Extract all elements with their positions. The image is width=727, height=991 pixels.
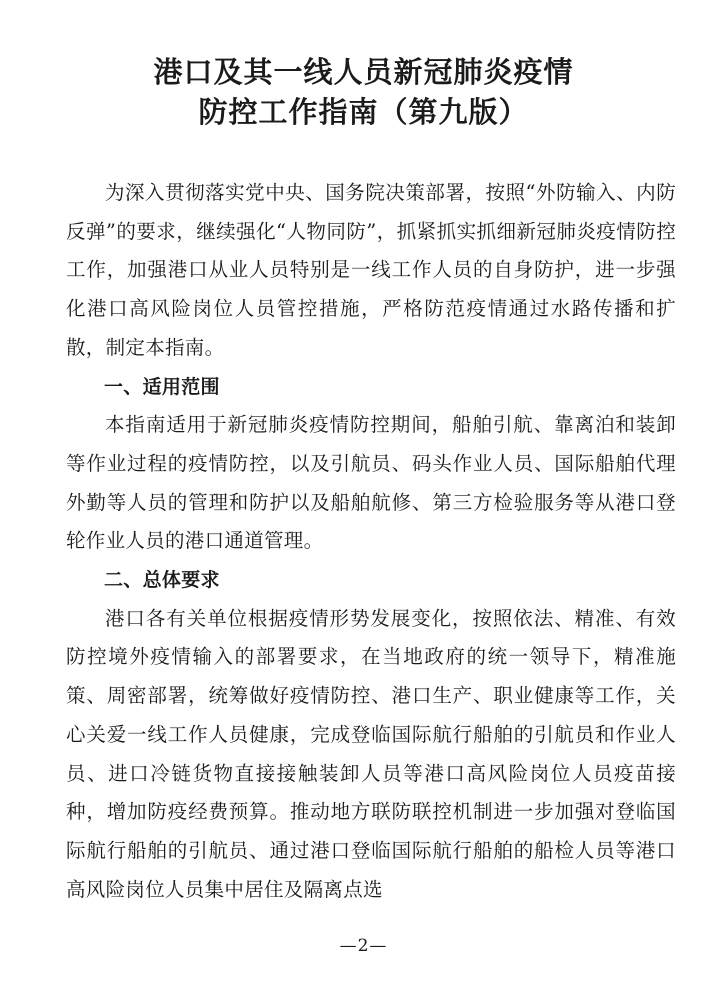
document-body [66,174,676,909]
document-title-line-2: 防控工作指南（第九版） [198,95,529,129]
page-number: —2— [339,936,388,956]
intro-paragraph: 为深入贯彻落实党中央、国务院决策部署，按照“外防输入、内防反弹”的要求，继续强化“人物同防”，抓紧抓实抓细新冠肺炎疫情防控工作，加强港口从业人员特别是一线工作人员的自身防护，进一步强化港口高风险岗位人员管控措施，严格防范疫情通过水路传播和扩散，制定本指南。 [66,181,676,359]
document-title-line-1: 港口及其一线人员新冠肺炎疫情 [153,55,574,89]
section-scope-paragraph: 本指南适用于新冠肺炎疫情防控期间，船舶引航、靠离泊和装卸等作业过程的疫情防控，以及引航员、码头作业人员、国际船舶代理外勤等人员的管理和防护以及船舶航修、第三方检验服务等从港口登轮作业人员的港口通道管理。 [66,413,676,553]
section-heading-general-requirements: 二、总体要求 [104,569,220,592]
section-heading-scope: 一、适用范围 [104,375,220,398]
section-general-requirements-paragraph: 港口各有关单位根据疫情形势发展变化，按照依法、精准、有效防控境外疫情输入的部署要求，在当地政府的统一领导下，精准施策、周密部署，统筹做好疫情防控、港口生产、职业健康等工作，关心关爱一线工作人员健康，完成登临国际航行船舶的引航员和作业人员、进口冷链货物直接接触装卸人员等港口高风险岗位人员疫苗接种，增加防疫经费预算。推动地方联防联控机制进一步加强对登临国际航行船舶的引航员、通过港口登临国际航行船舶的船检人员等港口高风险岗位人员集中居住及隔离点选 [66,606,676,901]
